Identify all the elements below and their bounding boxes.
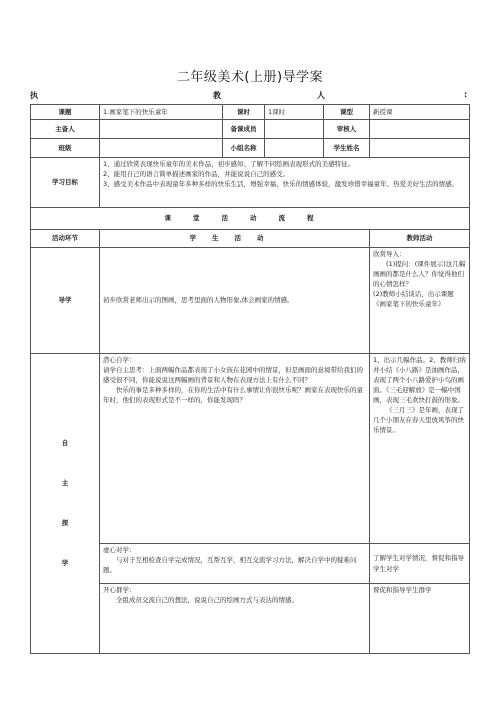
- flow-header: 课堂活动流程: [31, 208, 470, 230]
- topic-value: 1.画家笔下的快乐童年: [100, 105, 223, 120]
- modest-teacher: 了解学生对学情况，督促和指导学生对学: [370, 544, 470, 584]
- guide-teacher: [370, 248, 470, 354]
- group-value: [265, 139, 324, 158]
- label-topic: 课题: [31, 105, 100, 120]
- row-goals: [31, 158, 470, 208]
- row-lead: [31, 120, 470, 139]
- stage-char: 主: [61, 479, 69, 488]
- section-title: 潜心自学：: [103, 356, 136, 364]
- goal-line: 3、感受美术作品中表现童年多种多样的快乐生活，增强幸福、快乐的情感体验，激发珍惜幸福童年、热爱美好生活的情感。: [103, 180, 459, 189]
- teacher-text: (2)教师小结谈话，出示课题《画家笔下的快乐童年》: [373, 290, 454, 309]
- col-student: 学生活动: [100, 230, 370, 248]
- stage-self-study: [31, 354, 100, 654]
- lesson-plan-table: [30, 104, 470, 654]
- label-lead: 主备人: [31, 120, 100, 139]
- class-value: [100, 139, 223, 158]
- section-title: 虚心对学：: [103, 546, 136, 554]
- student-text: 与对子互相检查自学完成情况，互帮互学，相互交流学习方法，解决自学中的疑难问题。: [103, 556, 357, 575]
- label-student: 学生姓名: [324, 139, 370, 158]
- section-title: 开心群学：: [103, 586, 136, 594]
- executor-colon: :: [464, 90, 468, 99]
- open-student: [100, 584, 370, 654]
- executor-label: 执: [30, 91, 38, 100]
- type-value: 新授课: [370, 105, 470, 120]
- label-type: 课型: [324, 105, 370, 120]
- student-value: [370, 139, 470, 158]
- heart-teacher: [370, 354, 470, 544]
- stage-char: 学: [61, 559, 69, 568]
- row-self-heart: [31, 354, 470, 544]
- label-group: 小组名称: [223, 139, 265, 158]
- stage-char: 探: [61, 519, 69, 528]
- teacher-text: (1)提问：(课件展示)这几幅画画的都是什么人？你觉得他们的心情怎样？: [373, 260, 466, 289]
- open-teacher: 督促和指导学生群学: [370, 584, 470, 654]
- teacher-text: 欣赏导入：: [373, 250, 406, 258]
- row-topic: [31, 105, 470, 120]
- goals-content: [100, 158, 470, 208]
- heart-student: [100, 354, 370, 544]
- row-flow-header: [31, 208, 470, 230]
- student-text: 请学自主思考：上面两幅作品都表现了小女孩在花园中的情景，但是画面的意境带给我们的感受很不同，你能说说这两幅画的背景和人物在表现方法上有什么不同？: [103, 366, 363, 385]
- row-guide: [31, 248, 470, 354]
- label-members: 备课成员: [223, 120, 265, 139]
- stage-char: 自: [61, 439, 69, 448]
- student-text: 全组成员交流自己的想法，说说自己的绘画方式与表达的情感。: [116, 596, 298, 605]
- student-text: 快乐的事是多种多样的，在你的生活中有什么事情让你很快乐呢？画家在表现快乐的童年时，他们的表现形式是不一样的，你能发现吗？: [103, 386, 363, 405]
- label-reviewer: 审核人: [324, 120, 370, 139]
- label-class: 班级: [31, 139, 100, 158]
- stage-guide: 导学: [31, 248, 100, 354]
- col-stage: 活动环节: [31, 230, 100, 248]
- executor-label-2: 教: [213, 91, 221, 100]
- executor-label-3: 人: [317, 91, 325, 100]
- teacher-text: 《三月三》是年画，表现了几个小朋友在春天里放风筝的快乐情景。: [373, 406, 465, 435]
- hours-value: 1课时: [265, 105, 324, 120]
- goal-line: 2、能用自己的语言简单描述画家的作品，并能说说自己的感受。: [103, 170, 290, 179]
- guide-student: 初步欣赏老师出示的图画，思考里面的人物形象,体会画家的情感。: [100, 248, 370, 354]
- row-flow-cols: [31, 230, 470, 248]
- page-title: 二年级美术(上册)导学案: [176, 70, 324, 85]
- members-value: [265, 120, 324, 139]
- goal-line: 1、通过欣赏表现快乐童年的美术作品，初步感知、了解不同绘画表现形式的美感特征。: [103, 160, 355, 168]
- modest-student: [100, 544, 370, 584]
- teacher-text: 1、出示几幅作品。2、教师归纳并小结《小八路》是油画作品，表现了两个小八路爱护小鸟的画面。《三毛迎解放》是一幅中国画，表现三毛欢快打鼓的形象。: [373, 356, 466, 405]
- col-teacher: 教师活动: [370, 230, 470, 248]
- label-hours: 课时: [223, 105, 265, 120]
- lead-value: [100, 120, 223, 139]
- executor-line: [30, 90, 469, 102]
- row-class: [31, 139, 470, 158]
- reviewer-value: [370, 120, 470, 139]
- label-goals: 学习目标: [31, 158, 100, 208]
